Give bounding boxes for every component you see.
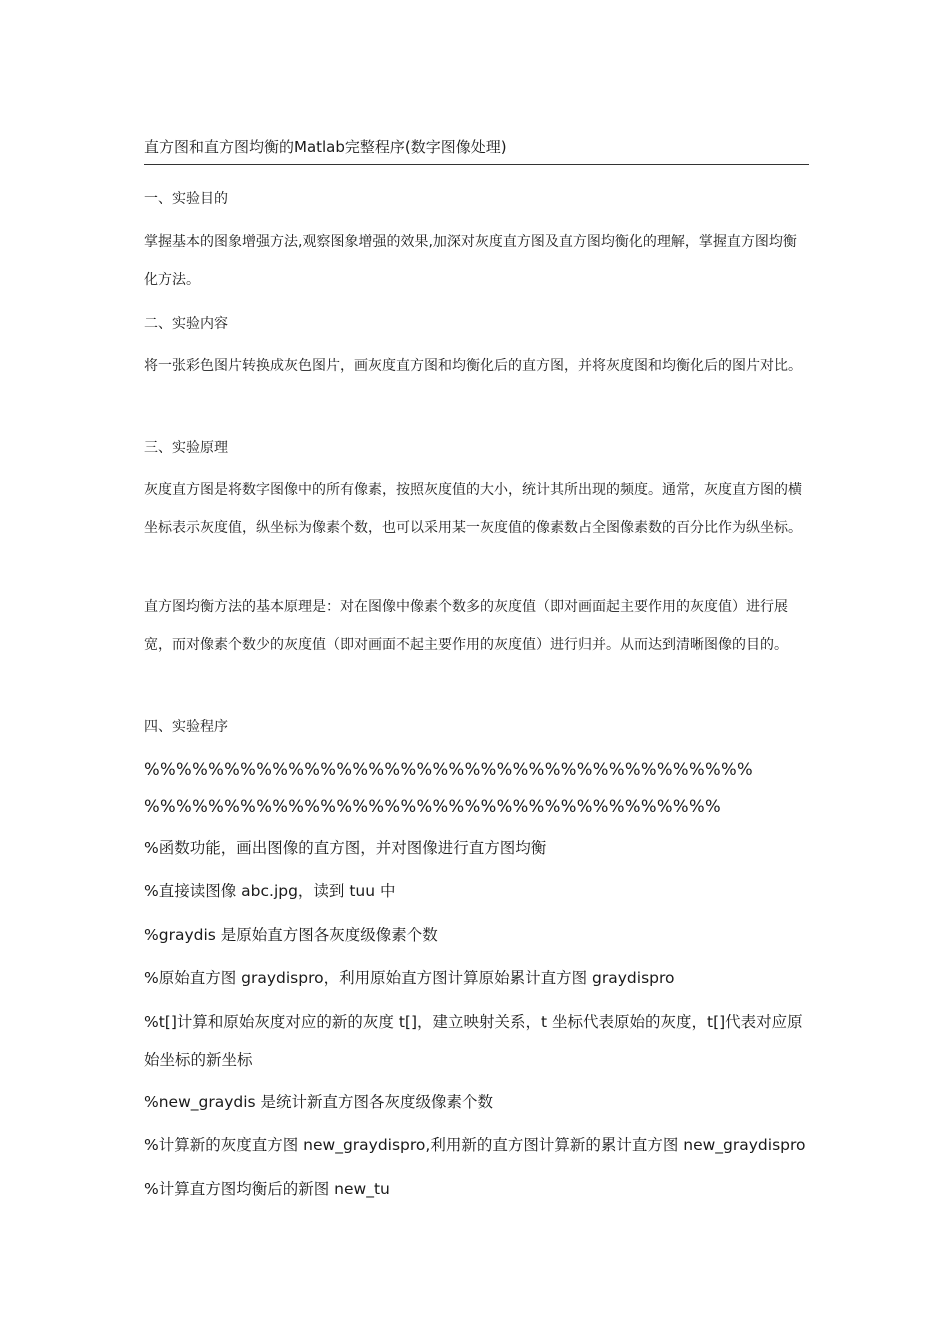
document-header xyxy=(144,136,809,165)
section-heading-principle: 三、实验原理 xyxy=(144,440,228,456)
code-comment-mapping: %t[]计算和原始灰度对应的新的灰度 t[]，建立映射关系，t 坐标代表原始的灰度，t[]代表对应原始坐标的新坐标 xyxy=(144,1013,803,1069)
section-body-purpose: 掌握基本的图象增强方法,观察图象增强的效果,加深对灰度直方图及直方图均衡化的理解，掌握直方图均衡化方法。 xyxy=(144,234,797,288)
section-heading-purpose: 一、实验目的 xyxy=(144,191,228,207)
code-comment-divider-2: %%%%%%%%%%%%%%%%%%%%%%%%%%%%%%%%%%%% xyxy=(144,797,722,816)
section-heading-program: 四、实验程序 xyxy=(144,719,228,735)
code-comment-read-image: %直接读图像 abc.jpg，读到 tuu 中 xyxy=(144,882,396,900)
code-comment-divider-1: %%%%%%%%%%%%%%%%%%%%%%%%%%%%%%%%%%%%%% xyxy=(144,760,754,779)
section-body-content: 将一张彩色图片转换成灰色图片，画灰度直方图和均衡化后的直方图，并将灰度图和均衡化后的图片对比。 xyxy=(144,358,802,374)
document-title: 直方图和直方图均衡的Matlab完整程序(数字图像处理) xyxy=(144,138,507,156)
code-comment-new-graydis: %new_graydis 是统计新直方图各灰度级像素个数 xyxy=(144,1093,494,1111)
section-heading-content: 二、实验内容 xyxy=(144,316,228,332)
section-body-principle-1: 灰度直方图是将数字图像中的所有像素，按照灰度值的大小，统计其所出现的频度。通常，灰度直方图的横坐标表示灰度值，纵坐标为像素个数，也可以采用某一灰度值的像素数占全图像素数的百分比作为纵坐标。 xyxy=(144,482,802,536)
code-comment-graydis: %graydis 是原始直方图各灰度级像素个数 xyxy=(144,926,438,944)
section-body-principle-2: 直方图均衡方法的基本原理是：对在图像中像素个数多的灰度值（即对画面起主要作用的灰度值）进行展宽，而对像素个数少的灰度值（即对画面不起主要作用的灰度值）进行归并。从而达到清晰图像的目的。 xyxy=(144,599,788,653)
code-comment-new-tu: %计算直方图均衡后的新图 new_tu xyxy=(144,1180,390,1198)
code-comment-graydispro: %原始直方图 graydispro，利用原始直方图计算原始累计直方图 graydispro xyxy=(144,969,675,987)
code-comment-function: %函数功能，画出图像的直方图，并对图像进行直方图均衡 xyxy=(144,839,547,857)
code-comment-new-graydispro: %计算新的灰度直方图 new_graydispro,利用新的直方图计算新的累计直方图 new_graydispro xyxy=(144,1136,806,1154)
